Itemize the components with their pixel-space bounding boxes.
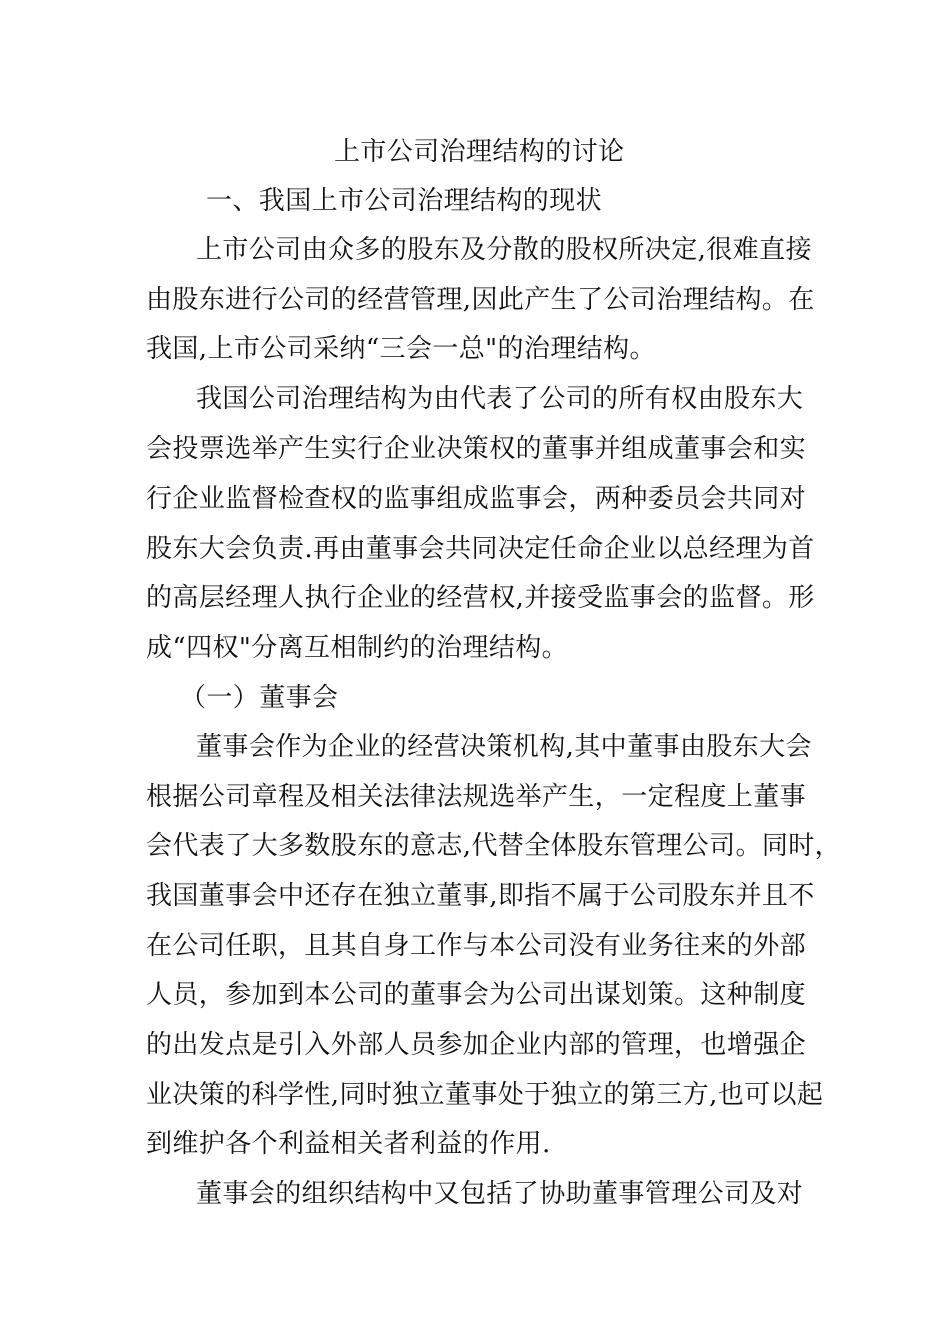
subsection-heading: （一）董事会 [180, 683, 339, 713]
paragraph-line: 股东大会负责.再由董事会共同决定任命企业以总经理为首 [146, 534, 815, 564]
paragraph-line: 我国公司治理结构为由代表了公司的所有权由股东大 [196, 384, 804, 414]
paragraph-line: 行企业监督检查权的监事组成监事会，两种委员会共同对 [146, 484, 807, 514]
paragraph-line: 成“四权"分离互相制约的治理结构。 [146, 633, 569, 663]
paragraph-line: 到维护各个利益相关者利益的作用. [146, 1129, 551, 1159]
paragraph-line: 的高层经理人执行企业的经营权,并接受监事会的监督。形 [146, 583, 815, 613]
paragraph-line: 在公司任职，且其自身工作与本公司没有业务往来的外部 [146, 931, 807, 961]
paragraph-line: 我国董事会中还存在独立董事,即指不属于公司股东并且不 [146, 881, 815, 911]
paragraph-line: 会代表了大多数股东的意志,代替全体股东管理公司。同时， [146, 831, 842, 861]
paragraph-line: 由股东进行公司的经营管理,因此产生了公司治理结构。在 [146, 285, 815, 315]
paragraph-line: 上市公司由众多的股东及分散的股权所决定,很难直接 [196, 235, 812, 265]
document-title: 上市公司治理结构的讨论 [334, 137, 625, 167]
section-heading: 一、我国上市公司治理结构的现状 [206, 186, 603, 216]
paragraph-line: 我国,上市公司采纳“三会一总"的治理结构。 [146, 334, 656, 364]
paragraph-line: 会投票选举产生实行企业决策权的董事并组成董事会和实 [146, 434, 807, 464]
paragraph-line: 董事会作为企业的经营决策机构,其中董事由股东大会 [196, 732, 812, 762]
paragraph-line: 根据公司章程及相关法律法规选举产生，一定程度上董事 [146, 782, 807, 812]
paragraph-line: 董事会的组织结构中又包括了协助董事管理公司及对 [196, 1179, 804, 1209]
paragraph-line: 的出发点是引入外部人员参加企业内部的管理，也增强企 [146, 1030, 807, 1060]
paragraph-line: 人员，参加到本公司的董事会为公司出谋划策。这种制度 [146, 980, 807, 1010]
paragraph-line: 业决策的科学性,同时独立董事处于独立的第三方,也可以起 [146, 1080, 824, 1110]
